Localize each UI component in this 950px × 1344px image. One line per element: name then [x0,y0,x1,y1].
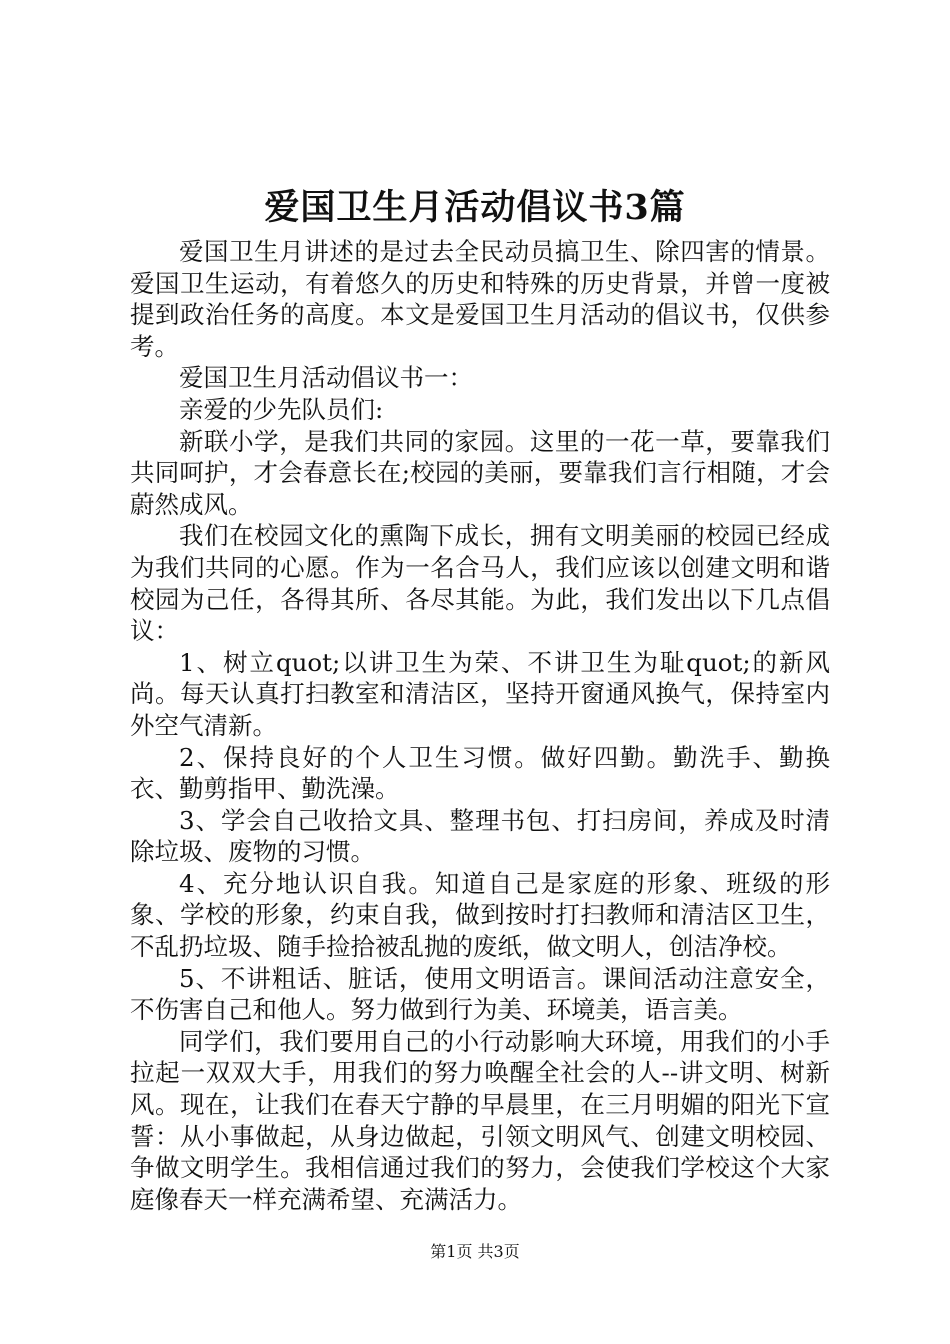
body-paragraph: 我们在校园文化的熏陶下成长，拥有文明美丽的校园已经成为我们共同的心愿。作为一名合马人，我们应该以创建文明和谐校园为己任，各得其所、各尽其能。为此，我们发出以下几点倡议： [130,521,830,646]
intro-paragraph: 爱国卫生月讲述的是过去全民动员搞卫生、除四害的情景。爱国卫生运动，有着悠久的历史和特殊的历史背景，并曾一度被提到政治任务的高度。本文是爱国卫生月活动的倡议书，仅供参考。 [130,237,830,361]
salutation: 亲爱的少先队员们: [179,394,384,424]
proposal-item: 5、不讲粗话、脏话，使用文明语言。课间活动注意安全，不伤害自己和他人。努力做到行为美、环境美，语言美。 [130,963,830,1025]
document-title: 爱国卫生月活动倡议书3篇 [264,187,686,228]
document-body [130,236,830,1215]
closing-paragraph: 同学们，我们要用自己的小行动影响大环境，用我们的小手拉起一双双大手，用我们的努力唤醒全社会的人--讲文明、树新风。现在，让我们在春天宁静的早晨里，在三月明媚的阳光下宣誓：从小事做起，从身边做起，引领文明风气、创建文明校园、争做文明学生。我相信通过我们的努力，会使我们学校这个大家庭像春天一样充满希望、充满活力。 [130,1026,830,1214]
proposal-item: 4、充分地认识自我。知道自己是家庭的形象、班级的形象、学校的形象，约束自我，做到按时打扫教师和清洁区卫生，不乱扔垃圾、随手捡拾被乱抛的废纸，做文明人，创洁净校。 [130,868,830,962]
proposal-item: 1、树立quot;以讲卫生为荣、不讲卫生为耻quot;的新风尚。每天认真打扫教室和清洁区，坚持开窗通风换气，保持室内外空气清新。 [130,647,830,740]
proposal-item: 2、保持良好的个人卫生习惯。做好四勤。勤洗手、勤换衣、勤剪指甲、勤洗澡。 [130,742,830,804]
page-number-footer: 第1页 共3页 [430,1242,520,1261]
body-paragraph: 新联小学，是我们共同的家园。这里的一花一草，要靠我们共同呵护，才会春意长在;校园的美丽，要靠我们言行相随，才会蔚然成风。 [130,426,830,519]
section-heading: 爱国卫生月活动倡议书一： [179,363,473,393]
proposal-item: 3、学会自己收拾文具、整理书包、打扫房间，养成及时清除垃圾、废物的习惯。 [130,805,830,867]
